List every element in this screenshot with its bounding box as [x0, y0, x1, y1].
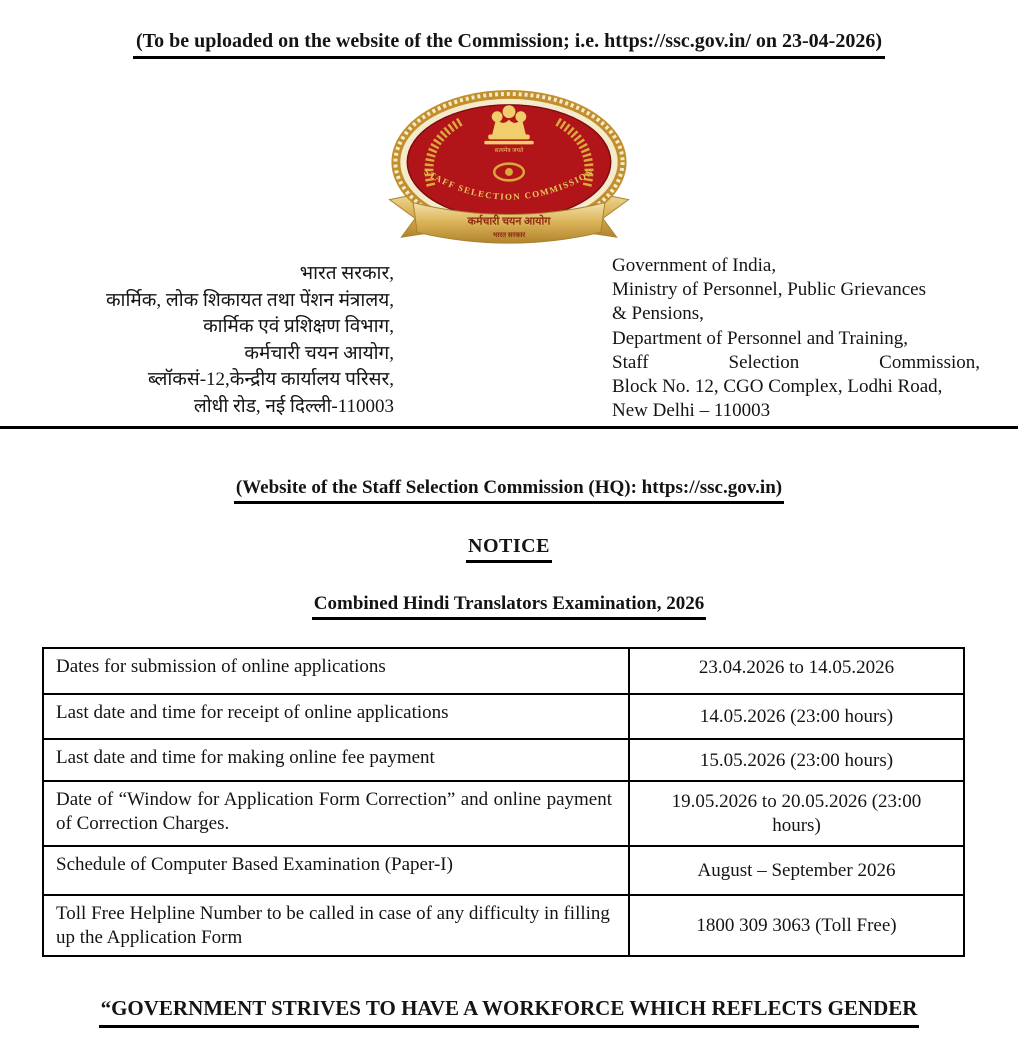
address-hindi-line: लोधी रोड, नई दिल्ली-110003 [193, 395, 394, 417]
address-hindi-line: कार्मिक, लोक शिकायत तथा पेंशन मंत्रालय, [105, 289, 394, 311]
upload-note-text: (To be uploaded on the website of the Commission; i.e. https://ssc.gov.in/ on 23-04-2026) [133, 30, 885, 59]
schedule-value-text: 19.05.2026 to 20.05.2026 (23:00 hours) [671, 791, 922, 836]
address-english-line: Block No. 12, CGO Complex, Lodhi Road, [612, 376, 943, 398]
schedule-value: August – September 2026 [629, 846, 964, 895]
address-english-line: Staff Selection Commission, [612, 351, 980, 373]
address-hindi [42, 254, 394, 423]
address-hindi-line: भारत सरकार, [299, 263, 394, 284]
schedule-value: 14.05.2026 (23:00 hours) [629, 694, 964, 739]
address-block [0, 254, 1018, 423]
exam-title [0, 593, 1018, 620]
website-heading [0, 477, 1018, 504]
notice-document [0, 30, 1018, 1054]
table-row [43, 694, 964, 739]
table-row [43, 739, 964, 781]
address-english-line: Department of Personnel and Training, [612, 327, 909, 349]
schedule-label: Date of “Window for Application Form Correction” and online payment of Correction Charges. [43, 781, 629, 846]
exam-title-text: Combined Hindi Translators Examination, 2026 [312, 593, 706, 620]
address-english-line: Government of India, [612, 255, 777, 276]
schedule-value: 23.04.2026 to 14.05.2026 [629, 648, 964, 694]
website-heading-text: (Website of the Staff Selection Commission (HQ): https://ssc.gov.in) [234, 477, 784, 504]
schedule-table [42, 647, 965, 957]
schedule-label: Last date and time for receipt of online applications [43, 694, 629, 739]
notice-heading-text: NOTICE [466, 535, 552, 563]
upload-note [0, 30, 1018, 59]
schedule-value [629, 781, 964, 846]
address-english-line: & Pensions, [612, 303, 704, 325]
address-english-line: New Delhi – 110003 [612, 400, 771, 422]
table-row [43, 846, 964, 895]
gender-statement-text: “GOVERNMENT STRIVES TO HAVE A WORKFORCE WHICH REFLECTS GENDER [99, 996, 920, 1028]
schedule-label: Dates for submission of online applications [43, 648, 629, 694]
ssc-logo [0, 89, 1018, 252]
ring-text: STAFF SELECTION COMMISSION [422, 166, 596, 202]
ribbon-subtext: भारत सरकार [492, 232, 526, 240]
address-english [612, 254, 980, 423]
table-row [43, 648, 964, 694]
motto-text: सत्यमेव जयते [494, 148, 524, 155]
table-row [43, 895, 964, 956]
notice-heading [0, 535, 1018, 563]
address-english-line: Ministry of Personnel, Public Grievances [612, 279, 926, 301]
address-hindi-line: ब्लॉकसं-12,केन्द्रीय कार्यालय परिसर, [147, 369, 394, 390]
schedule-value: 1800 309 3063 (Toll Free) [629, 895, 964, 956]
horizontal-rule [0, 426, 1018, 429]
schedule-label: Toll Free Helpline Number to be called in case of any difficulty in filling up the Application Form [43, 895, 629, 956]
address-hindi-line: कार्मिक एवं प्रशिक्षण विभाग, [203, 316, 394, 337]
schedule-label: Last date and time for making online fee payment [43, 739, 629, 781]
address-hindi-line: कर्मचारी चयन आयोग, [244, 342, 394, 364]
table-row [43, 781, 964, 846]
ribbon-text: कर्मचारी चयन आयोग [467, 215, 551, 228]
schedule-label: Schedule of Computer Based Examination (Paper-I) [43, 846, 629, 895]
ssc-emblem-icon [384, 89, 634, 252]
schedule-value: 15.05.2026 (23:00 hours) [629, 739, 964, 781]
